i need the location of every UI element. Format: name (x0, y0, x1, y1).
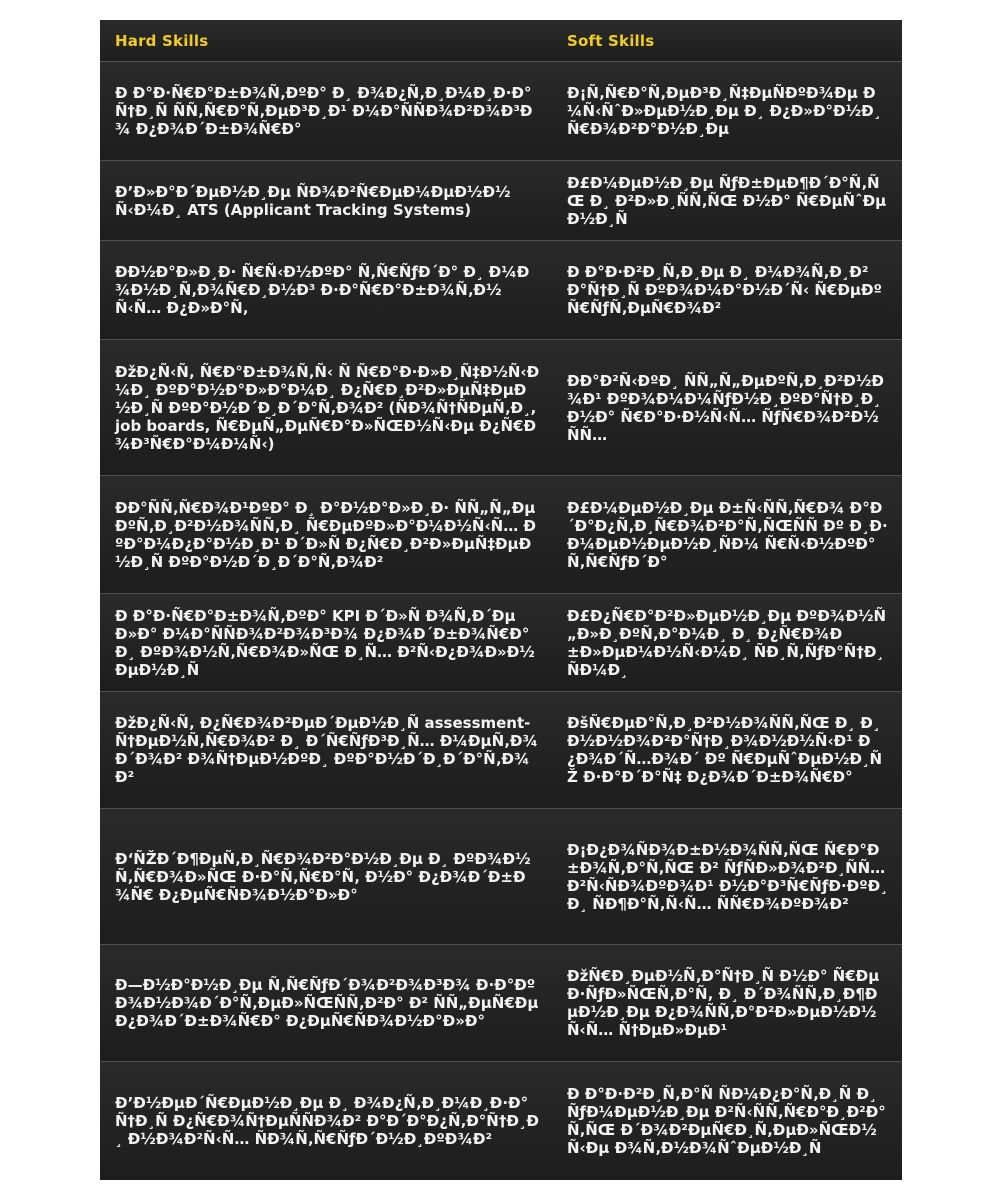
table-row (100, 945, 902, 1062)
soft-skill-cell: Ð Ð°Ð·Ð²Ð¸Ñ‚Ð°Ñ ÑÐ¼Ð¿Ð°Ñ‚Ð¸Ñ Ð¸ ÑƒÐ¼ÐµÐ½Ð¸Ðµ Ð²Ñ‹ÑÑ‚Ñ€Ð°Ð¸Ð²Ð°Ñ‚ÑŒ Ð´Ð¾Ð²ÐµÑ€Ð¸Ñ‚ÐµÐ»ÑŒÐ½Ñ‹Ðµ Ð¾Ñ‚Ð½Ð¾ÑˆÐµÐ½Ð¸Ñ (567, 1085, 886, 1157)
header-soft-skills: Soft Skills (567, 31, 655, 50)
hard-skill-cell: Ð’Ð»Ð°Ð´ÐµÐ½Ð¸Ðµ ÑÐ¾Ð²Ñ€ÐµÐ¼ÐµÐ½Ð½Ñ‹Ð¼Ð¸ ATS (Applicant Tracking Systems) (115, 182, 511, 219)
soft-skill-cell: Ð£Ð¿Ñ€Ð°Ð²Ð»ÐµÐ½Ð¸Ðµ ÐºÐ¾Ð½Ñ„Ð»Ð¸ÐºÑ‚Ð°Ð¼Ð¸ Ð¸ Ð¿Ñ€Ð¾Ð±Ð»ÐµÐ¼Ð½Ñ‹Ð¼Ð¸ ÑÐ¸Ñ‚ÑƒÐ°Ñ†Ð¸ÑÐ¼Ð¸ (567, 606, 887, 679)
hard-skill-cell: Ð‘ÑŽÐ´Ð¶ÐµÑ‚Ð¸Ñ€Ð¾Ð²Ð°Ð½Ð¸Ðµ Ð¸ ÐºÐ¾Ð½Ñ‚Ñ€Ð¾Ð»ÑŒ Ð·Ð°Ñ‚Ñ€Ð°Ñ‚ Ð½Ð° Ð¿Ð¾Ð´Ð±Ð¾Ñ€ Ð¿ÐµÑ€ÑÐ¾Ð½Ð°Ð»Ð° (115, 849, 531, 904)
table-row (100, 809, 902, 945)
soft-skill-cell: ÐžÑ€Ð¸ÐµÐ½Ñ‚Ð°Ñ†Ð¸Ñ Ð½Ð° Ñ€ÐµÐ·ÑƒÐ»ÑŒÑ‚Ð°Ñ‚ Ð¸ Ð´Ð¾ÑÑ‚Ð¸Ð¶ÐµÐ½Ð¸Ðµ Ð¿Ð¾ÑÑ‚Ð°Ð²Ð»ÐµÐ½Ð½Ñ‹Ñ… Ñ†ÐµÐ»ÐµÐ¹ (567, 967, 880, 1039)
soft-skill-cell: Ð£Ð¼ÐµÐ½Ð¸Ðµ Ð±Ñ‹ÑÑ‚Ñ€Ð¾ Ð°Ð´Ð°Ð¿Ñ‚Ð¸Ñ€Ð¾Ð²Ð°Ñ‚ÑŒÑÑ Ðº Ð¸Ð·Ð¼ÐµÐ½ÐµÐ½Ð¸ÑÐ¼ Ñ€Ñ‹Ð½ÐºÐ° Ñ‚Ñ€ÑƒÐ´Ð° (567, 498, 888, 571)
skills-table (100, 20, 902, 1180)
soft-skill-cell: Ð¡Ð¿Ð¾ÑÐ¾Ð±Ð½Ð¾ÑÑ‚ÑŒ Ñ€Ð°Ð±Ð¾Ñ‚Ð°Ñ‚ÑŒ Ð² ÑƒÑÐ»Ð¾Ð²Ð¸ÑÑ… Ð²Ñ‹ÑÐ¾ÐºÐ¾Ð¹ Ð½Ð°Ð³Ñ€ÑƒÐ·ÐºÐ¸ Ð¸ ÑÐ¶Ð°Ñ‚Ñ‹Ñ… ÑÑ€Ð¾ÐºÐ¾Ð² (567, 840, 888, 913)
hard-skill-cell: ÐÐ½Ð°Ð»Ð¸Ð· Ñ€Ñ‹Ð½ÐºÐ° Ñ‚Ñ€ÑƒÐ´Ð° Ð¸ Ð¼Ð¾Ð½Ð¸Ñ‚Ð¾Ñ€Ð¸Ð½Ð³ Ð·Ð°Ñ€Ð°Ð±Ð¾Ñ‚Ð½Ñ‹Ñ… Ð¿Ð»Ð°Ñ‚ (115, 263, 530, 317)
table-row (100, 340, 902, 476)
soft-skill-cell: Ð£Ð¼ÐµÐ½Ð¸Ðµ ÑƒÐ±ÐµÐ¶Ð´Ð°Ñ‚ÑŒ Ð¸ Ð²Ð»Ð¸ÑÑ‚ÑŒ Ð½Ð° Ñ€ÐµÑˆÐµÐ½Ð¸Ñ (567, 173, 887, 228)
soft-skill-cell: ÐšÑ€ÐµÐ°Ñ‚Ð¸Ð²Ð½Ð¾ÑÑ‚ÑŒ Ð¸ Ð¸Ð½Ð½Ð¾Ð²Ð°Ñ†Ð¸Ð¾Ð½Ð½Ñ‹Ð¹ Ð¿Ð¾Ð´Ñ…Ð¾Ð´ Ðº Ñ€ÐµÑˆÐµÐ½Ð¸ÑŽ Ð·Ð°Ð´Ð°Ñ‡ Ð¿Ð¾Ð´Ð±Ð¾Ñ€Ð° (567, 714, 883, 786)
header-hard-skills: Hard Skills (115, 31, 209, 50)
hard-skill-cell: ÐÐ°ÑÑ‚Ñ€Ð¾Ð¹ÐºÐ° Ð¸ Ð°Ð½Ð°Ð»Ð¸Ð· ÑÑ„Ñ„ÐµÐºÑ‚Ð¸Ð²Ð½Ð¾ÑÑ‚Ð¸ Ñ€ÐµÐºÐ»Ð°Ð¼Ð½Ñ‹Ñ… ÐºÐ°Ð¼Ð¿Ð°Ð½Ð¸Ð¹ Ð´Ð»Ñ Ð¿Ñ€Ð¸Ð²Ð»ÐµÑ‡ÐµÐ½Ð¸Ñ ÐºÐ°Ð½Ð´Ð¸Ð´Ð°Ñ‚Ð¾Ð² (115, 498, 536, 571)
table-row (100, 692, 902, 809)
table-header (100, 20, 902, 62)
soft-skill-cell: Ð Ð°Ð·Ð²Ð¸Ñ‚Ð¸Ðµ Ð¸ Ð¼Ð¾Ñ‚Ð¸Ð²Ð°Ñ†Ð¸Ñ ÐºÐ¾Ð¼Ð°Ð½Ð´Ñ‹ Ñ€ÐµÐºÑ€ÑƒÑ‚ÐµÑ€Ð¾Ð² (567, 263, 882, 317)
table-row (100, 1062, 902, 1180)
hard-skill-cell: Ð—Ð½Ð°Ð½Ð¸Ðµ Ñ‚Ñ€ÑƒÐ´Ð¾Ð²Ð¾Ð³Ð¾ Ð·Ð°ÐºÐ¾Ð½Ð¾Ð´Ð°Ñ‚ÐµÐ»ÑŒÑÑ‚Ð²Ð° Ð² ÑÑ„ÐµÑ€Ðµ Ð¿Ð¾Ð´Ð±Ð¾Ñ€Ð° Ð¿ÐµÑ€ÑÐ¾Ð½Ð°Ð»Ð° (115, 976, 539, 1030)
hard-skill-cell: ÐžÐ¿Ñ‹Ñ‚ Ñ€Ð°Ð±Ð¾Ñ‚Ñ‹ Ñ Ñ€Ð°Ð·Ð»Ð¸Ñ‡Ð½Ñ‹Ð¼Ð¸ ÐºÐ°Ð½Ð°Ð»Ð°Ð¼Ð¸ Ð¿Ñ€Ð¸Ð²Ð»ÐµÑ‡ÐµÐ½Ð¸Ñ ÐºÐ°Ð½Ð´Ð¸Ð´Ð°Ñ‚Ð¾Ð² (ÑÐ¾Ñ†ÑÐµÑ‚Ð¸, job boards, Ñ€ÐµÑ„ÐµÑ€Ð°Ð»ÑŒÐ½Ñ‹Ðµ Ð¿Ñ€Ð¾Ð³Ñ€Ð°Ð¼Ð¼Ñ‹) (115, 362, 540, 453)
table-row (100, 161, 902, 241)
table-row (100, 594, 902, 692)
table-body (100, 62, 902, 1180)
soft-skill-cell: Ð¡Ñ‚Ñ€Ð°Ñ‚ÐµÐ³Ð¸Ñ‡ÐµÑÐºÐ¾Ðµ Ð¼Ñ‹ÑˆÐ»ÐµÐ½Ð¸Ðµ Ð¸ Ð¿Ð»Ð°Ð½Ð¸Ñ€Ð¾Ð²Ð°Ð½Ð¸Ðµ (567, 84, 882, 138)
table-row (100, 476, 902, 594)
hard-skill-cell: Ð Ð°Ð·Ñ€Ð°Ð±Ð¾Ñ‚ÐºÐ° Ð¸ Ð¾Ð¿Ñ‚Ð¸Ð¼Ð¸Ð·Ð°Ñ†Ð¸Ñ ÑÑ‚Ñ€Ð°Ñ‚ÐµÐ³Ð¸Ð¹ Ð¼Ð°ÑÑÐ¾Ð²Ð¾Ð³Ð¾ Ð¿Ð¾Ð´Ð±Ð¾Ñ€Ð° (115, 84, 533, 138)
hard-skill-cell: Ð Ð°Ð·Ñ€Ð°Ð±Ð¾Ñ‚ÐºÐ° KPI Ð´Ð»Ñ Ð¾Ñ‚Ð´ÐµÐ»Ð° Ð¼Ð°ÑÑÐ¾Ð²Ð¾Ð³Ð¾ Ð¿Ð¾Ð´Ð±Ð¾Ñ€Ð° Ð¸ ÐºÐ¾Ð½Ñ‚Ñ€Ð¾Ð»ÑŒ Ð¸Ñ… Ð²Ñ‹Ð¿Ð¾Ð»Ð½ÐµÐ½Ð¸Ñ (115, 606, 535, 679)
soft-skill-cell: ÐÐ°Ð²Ñ‹ÐºÐ¸ ÑÑ„Ñ„ÐµÐºÑ‚Ð¸Ð²Ð½Ð¾Ð¹ ÐºÐ¾Ð¼Ð¼ÑƒÐ½Ð¸ÐºÐ°Ñ†Ð¸Ð¸ Ð½Ð° Ñ€Ð°Ð·Ð½Ñ‹Ñ… ÑƒÑ€Ð¾Ð²Ð½ÑÑ… (567, 371, 884, 444)
table-row (100, 62, 902, 161)
table-row (100, 241, 902, 340)
hard-skill-cell: Ð’Ð½ÐµÐ´Ñ€ÐµÐ½Ð¸Ðµ Ð¸ Ð¾Ð¿Ñ‚Ð¸Ð¼Ð¸Ð·Ð°Ñ†Ð¸Ñ Ð¿Ñ€Ð¾Ñ†ÐµÑÑÐ¾Ð² Ð°Ð´Ð°Ð¿Ñ‚Ð°Ñ†Ð¸Ð¸ Ð½Ð¾Ð²Ñ‹Ñ… ÑÐ¾Ñ‚Ñ€ÑƒÐ´Ð½Ð¸ÐºÐ¾Ð² (115, 1094, 539, 1148)
hard-skill-cell: ÐžÐ¿Ñ‹Ñ‚ Ð¿Ñ€Ð¾Ð²ÐµÐ´ÐµÐ½Ð¸Ñ assessment-Ñ†ÐµÐ½Ñ‚Ñ€Ð¾Ð² Ð¸ Ð´Ñ€ÑƒÐ³Ð¸Ñ… Ð¼ÐµÑ‚Ð¾Ð´Ð¾Ð² Ð¾Ñ†ÐµÐ½ÐºÐ¸ ÐºÐ°Ð½Ð´Ð¸Ð´Ð°Ñ‚Ð¾Ð² (115, 714, 538, 786)
